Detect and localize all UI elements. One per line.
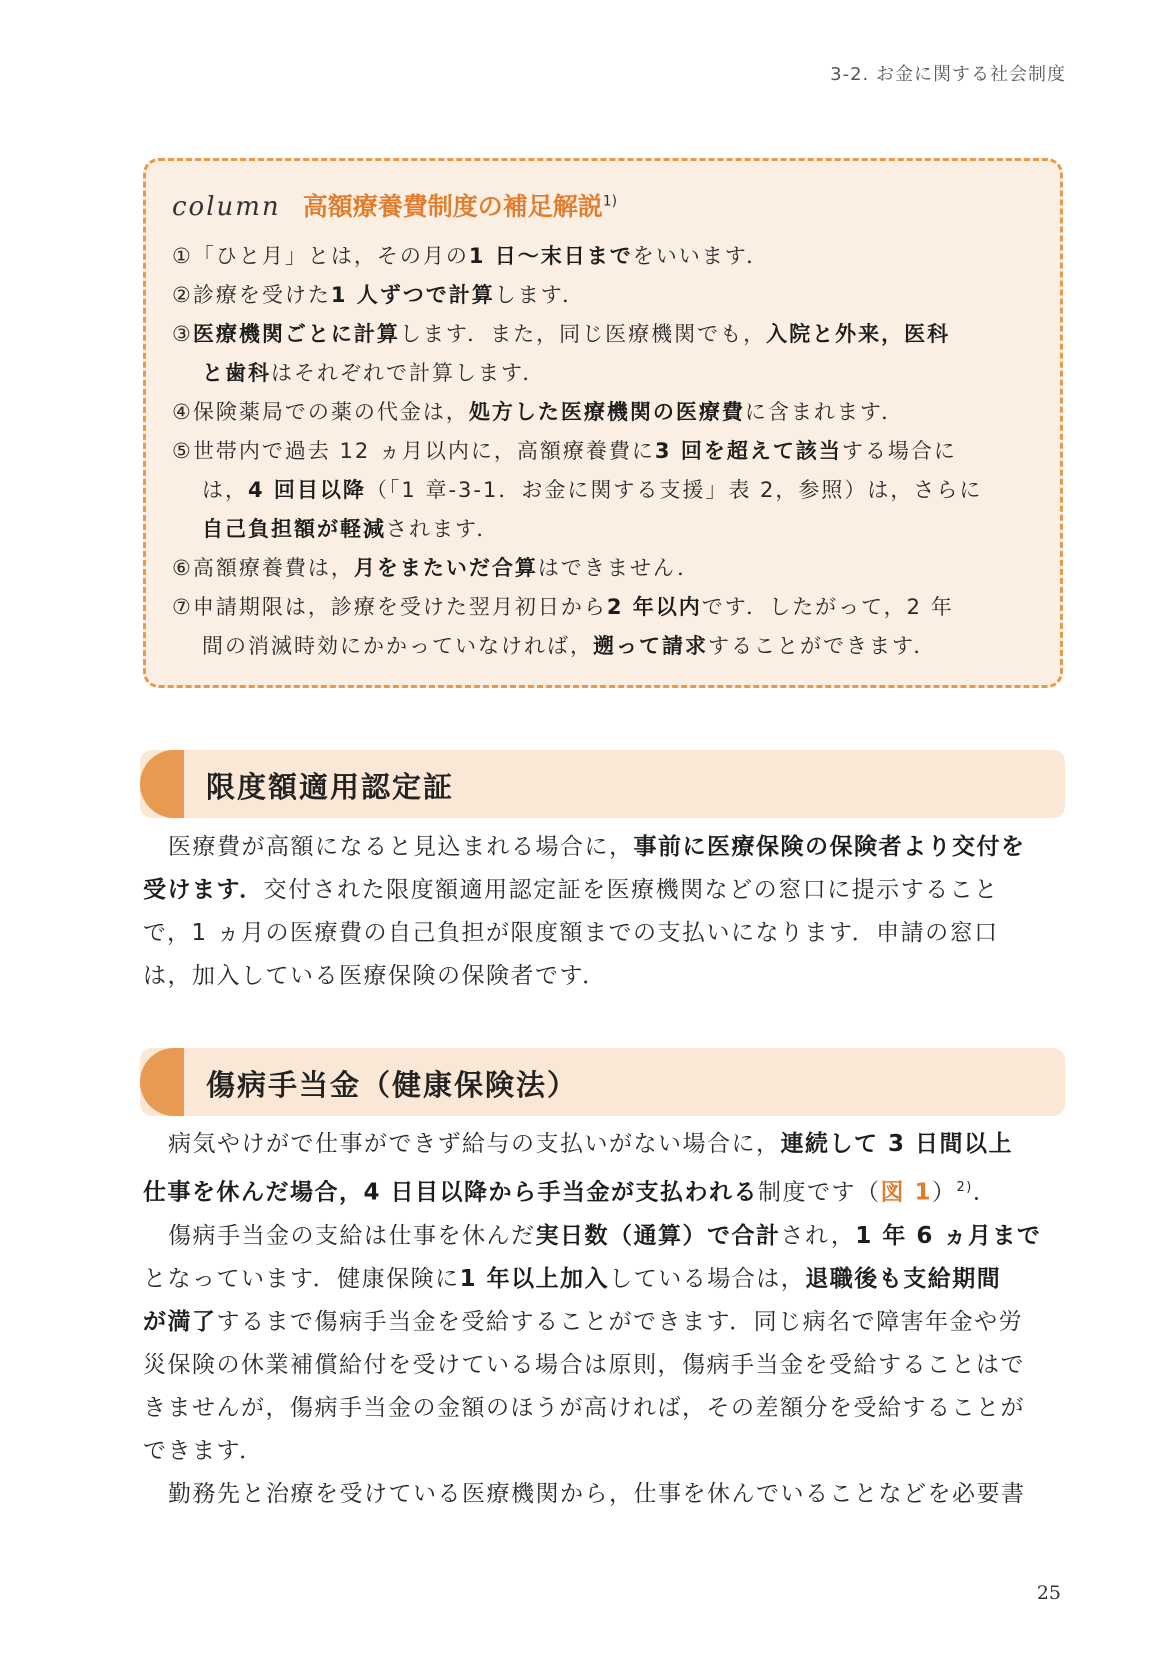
- column-box: [143, 158, 1063, 688]
- column-item-6: ⑥高額療養費は，月をまたいだ合算はできません．: [172, 556, 701, 580]
- column-item-2: ②診療を受けた1 人ずつで計算します．: [172, 283, 586, 307]
- section-tab-marker: [140, 750, 184, 818]
- column-item-7: ⑦申請期限は，診療を受けた翌月初日から2 年以内です．したがって，2 年 間の消滅時効にかかっていなければ，遡って請求することができます．: [172, 595, 954, 658]
- column-item-4: ④保険薬局での薬の代金は，処方した医療機関の医療費に含まれます．: [172, 400, 905, 424]
- figure-reference-link[interactable]: 図 1: [880, 1179, 933, 1206]
- section-heading-gendogaku: [140, 750, 1065, 818]
- section-tab-marker: [140, 1048, 184, 1116]
- column-item-1: ①「ひと月」とは，その月の1 日～末日までをいいます．: [172, 244, 770, 268]
- column-item-3: ③医療機関ごとに計算します．また，同じ医療機関でも，入院と外来，医科 と歯科はそれぞれで計算します．: [172, 322, 951, 385]
- running-header: 3-2. お金に関する社会制度: [830, 64, 1066, 85]
- paragraph-shobyo: 病気やけがで仕事ができず給与の支払いがない場合に，連続して 3 日間以上 仕事を休んだ場合，4 日目以降から手当金が支払われる制度です（図 1）$^{2)}$． 傷病手当金の支給は仕事を休んだ実日数（通算）で合計され，1 年 6 ヵ月まで となっています．健康保険に1 年以上加入している場合は，退職後も支給期間 が満了するまで傷病手当金を受給することができます．同じ病名で障害年金や労 災保険の休業補償給付を受けている場合は原則，傷病手当金を受給することはで きませんが，傷病手当金の金額のほうが高ければ，その差額分を受給することが できます． 勤務先と治療を受けている医療機関から，仕事を休んでいることなどを必要書: [143, 1131, 1042, 1507]
- column-heading: [303, 187, 617, 223]
- paragraph-gendogaku: 医療費が高額になると見込まれる場合に，事前に医療保険の保険者より交付を 受けます．交付された限度額適用認定証を医療機関などの窓口に提示すること で，1 ヵ月の医療費の自己負担が限度額までの支払いになります．申請の窓口 は，加入している医療保険の保険者です．: [143, 834, 1026, 989]
- column-heading-text: 高額療養費制度の補足解説: [302, 192, 603, 221]
- section-title: 限度額適用認定証: [206, 770, 455, 804]
- section-heading-shobyo: [140, 1048, 1065, 1116]
- page-number: 25: [1036, 1582, 1061, 1604]
- section-title: 傷病手当金（健康保険法）: [206, 1068, 579, 1102]
- column-heading-ref: 1): [602, 193, 618, 210]
- column-title: [172, 187, 1034, 223]
- column-item-5: ⑤世帯内で過去 12 ヵ月以内に，高額療養費に3 回を超えて該当する場合に は，4 回目以降（「1 章-3-1．お金に関する支援」表 2，参照）は，さらに 自己負担額が軽減されます．: [172, 439, 983, 541]
- column-label: column: [172, 192, 281, 222]
